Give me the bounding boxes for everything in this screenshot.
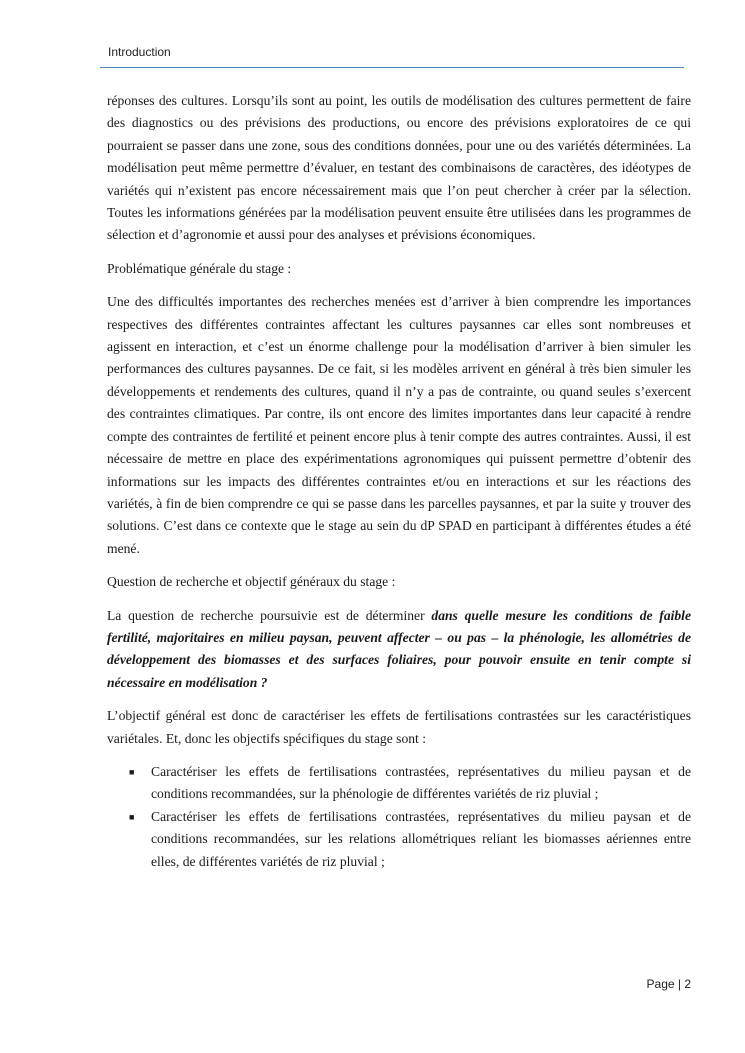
- list-item: [129, 806, 691, 873]
- header-divider: [100, 67, 684, 68]
- objective-text: Caractériser les effets de fertilisations contrastées, représentatives du milieu paysan et de conditions recommandées, sur la phénologie de différentes variétés de riz pluvial ;: [151, 763, 691, 802]
- section-label-question: Question de recherche et objectif généraux du stage :: [107, 574, 396, 590]
- square-bullet-icon: ■: [129, 811, 135, 822]
- list-item: [129, 761, 691, 806]
- research-question-emphasis: dans quelle mesure les conditions de faible fertilité, majoritaires en milieu paysan, peuvent affecter – ou pas – la phénologie, les allométries de développement des biomasses et des surfaces foliaires, pour pouvoir ensuite en tenir compte si nécessaire en modélisation ?: [107, 607, 691, 690]
- research-question-lead: La question de recherche poursuivie est de déterminer: [107, 607, 432, 623]
- paragraph-problem: Une des difficultés importantes des recherches menées est d’arriver à bien comprendre les importances respectives des différentes contraintes affectant les cultures paysannes car elles sont nombreuses et agissent en interaction, et c’est un énorme challenge pour la modélisation d’arriver à bien simuler les performances des cultures paysannes. De ce fait, si les modèles arrivent en général à très bien simuler les développements et rendements des cultures, quand il n’y a pas de contrainte, ou quand seules s’exercent des contraintes climatiques. Par contre, ils ont encore des limites importantes dans leur capacité à rendre compte des contraintes de fertilité et peinent encore plus à tenir compte des autres contraintes. Aussi, il est nécessaire de mettre en place des expérimentations agronomiques qui puissent permettre d’obtenir des informations sur les impacts des différentes contraintes et/ou en interactions et sur les réactions des variétés, à fin de bien comprendre ce qui se passe dans les parcelles paysannes, et par la suite y trouver des solutions. C’est dans ce contexte que le stage au sein du dP SPAD en participant à différentes études a été mené.: [107, 294, 691, 556]
- running-header: Introduction: [108, 45, 171, 59]
- objectives-list: [107, 761, 691, 873]
- square-bullet-icon: ■: [129, 766, 135, 777]
- document-body: [107, 90, 691, 873]
- paragraph-objective: L’objectif général est donc de caractériser les effets de fertilisations contrastées sur les caractéristiques variétales. Et, donc les objectifs spécifiques du stage sont :: [107, 708, 691, 746]
- paragraph-research-question: [107, 605, 691, 695]
- paragraph-modelling: réponses des cultures. Lorsqu’ils sont au point, les outils de modélisation des cultures permettent de faire des diagnostics ou des prévisions des productions, ou encore des prévisions exploratoires de ce qui pourraient se passer dans une zone, sous des conditions données, pour une ou des variétés déterminées. La modélisation peut même permettre d’évaluer, en testant des combinaisons de caractères, des idéotypes de variétés qui n’existent pas encore nécessairement mais que l’on peut chercher à créer par la sélection. Toutes les informations générées par la modélisation peuvent ensuite être utilisées dans les programmes de sélection et d’agronomie et aussi pour des analyses et prévisions économiques.: [107, 93, 691, 243]
- page-number: Page | 2: [646, 977, 691, 991]
- objective-text: Caractériser les effets de fertilisations contrastées, représentatives du milieu paysan et de conditions recommandées, sur les relations allométriques reliant les biomasses aériennes entre elles, de différentes variétés de riz pluvial ;: [151, 808, 691, 869]
- section-label-problem: Problématique générale du stage :: [107, 260, 292, 276]
